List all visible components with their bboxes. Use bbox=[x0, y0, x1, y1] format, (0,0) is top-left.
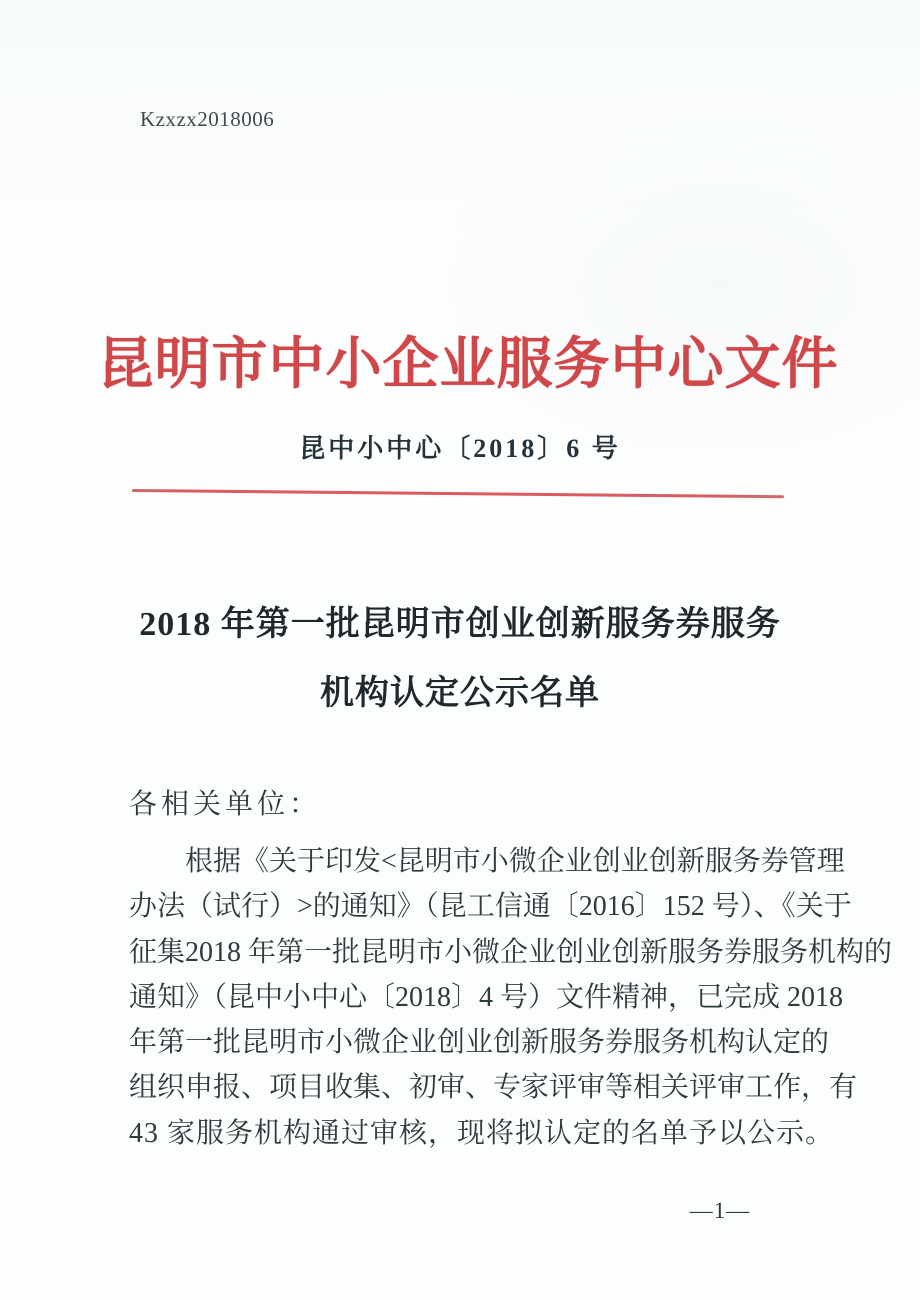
red-divider-line bbox=[132, 489, 784, 498]
body-line-3: 征集2018 年第一批昆明市小微企业创业创新服务券服务机构的 bbox=[129, 936, 893, 968]
body-line-4: 通知》（昆中小中心〔2018〕4 号）文件精神，已完成 2018 bbox=[129, 981, 844, 1013]
document-ref-code: Kzxzx2018006 bbox=[140, 107, 275, 131]
page-number: —1— bbox=[689, 1198, 751, 1223]
body-line-1: 根据《关于印发<昆明市小微企业创业创新服务券管理 bbox=[185, 846, 845, 877]
salutation-line: 各相关单位： bbox=[129, 789, 322, 820]
subject-title bbox=[0, 602, 920, 717]
letterhead-red-title: 昆明市中小企业服务中心文件 bbox=[97, 334, 839, 396]
subject-title-line1: 2018 年第一批昆明市创业创新服务券服务 bbox=[139, 606, 781, 643]
document-number: 昆中小中心〔2018〕6 号 bbox=[299, 434, 621, 463]
body-paragraph bbox=[129, 839, 893, 1156]
body-line-7: 43 家服务机构通过审核，现将拟认定的名单予以公示。 bbox=[129, 1117, 835, 1149]
subject-title-line2: 机构认定公示名单 bbox=[320, 675, 600, 712]
body-line-5: 年第一批昆明市小微企业创业创新服务券服务机构认定的 bbox=[129, 1027, 830, 1059]
body-line-2: 办法（试行）>的通知》（昆工信通〔2016〕152 号）、《关于 bbox=[129, 891, 852, 923]
body-line-6: 组织申报、项目收集、初审、专家评审等相关评审工作，有 bbox=[129, 1072, 858, 1104]
document-body bbox=[129, 782, 893, 1156]
